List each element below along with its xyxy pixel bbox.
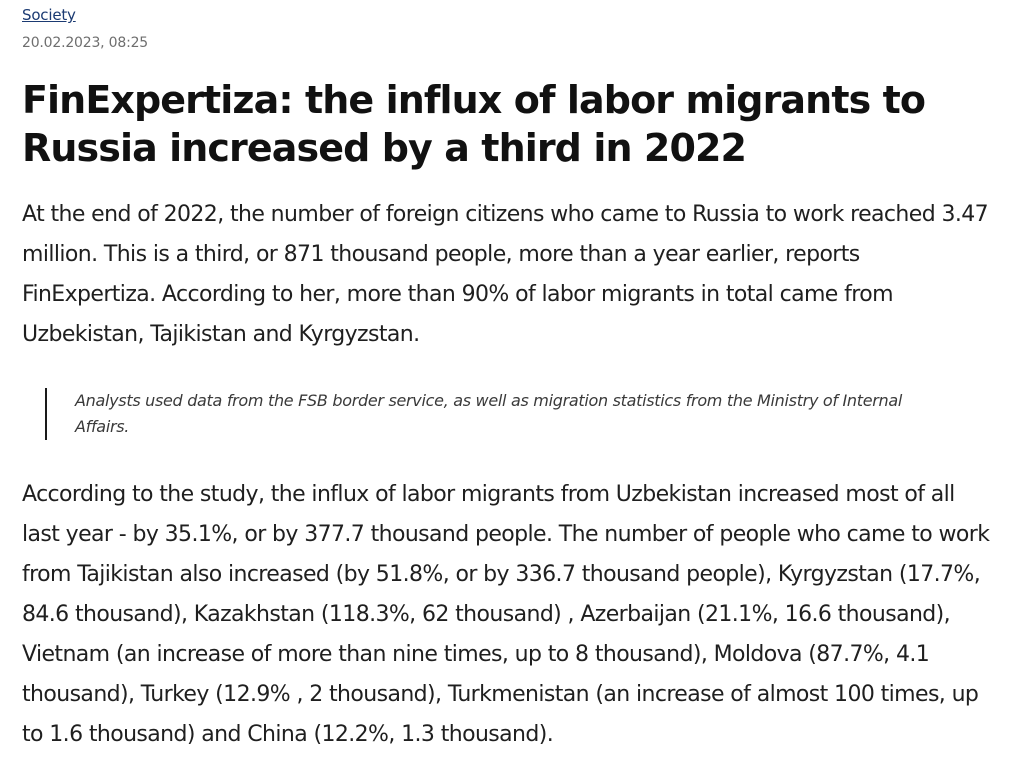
article-body-paragraph: According to the study, the influx of labor migrants from Uzbekistan increased most of all last year - by 35.1%, or by 377.7 thousand people. The number of people who came to work from Tajikistan also increased (by 51.8%, or by 336.7 thousand people), Kyrgyzstan (17.7%, 84.6 thousand), Kazakhstan (118.3%, 62 thousand) , Azerbaijan (21.1%, 16.6 thousand), Vietnam (an increase of more than nine times, up to 8 thousand), Moldova (87.7%, 4.1 thousand), Turkey (12.9% , 2 thousand), Turkmenistan (an increase of almost 100 times, up to 1.6 thousand) and China (12.2%, 1.3 thousand). <box>22 482 990 747</box>
article-quote <box>45 388 955 440</box>
article-title: FinExpertiza: the influx of labor migrants to Russia increased by a third in 2022 <box>22 78 926 170</box>
article-lead-paragraph: At the end of 2022, the number of foreign citizens who came to Russia to work reached 3.47 million. This is a third, or 871 thousand people, more than a year earlier, reports FinExpertiza. According to her, more than 90% of labor migrants in total came from Uzbekistan, Tajikistan and Kyrgyzstan. <box>22 202 989 347</box>
category-link[interactable]: Society <box>22 6 76 24</box>
publish-date: 20.02.2023, 08:25 <box>22 35 149 51</box>
quote-text: Analysts used data from the FSB border service, as well as migration statistics from the Ministry of Internal Affairs. <box>75 391 903 436</box>
